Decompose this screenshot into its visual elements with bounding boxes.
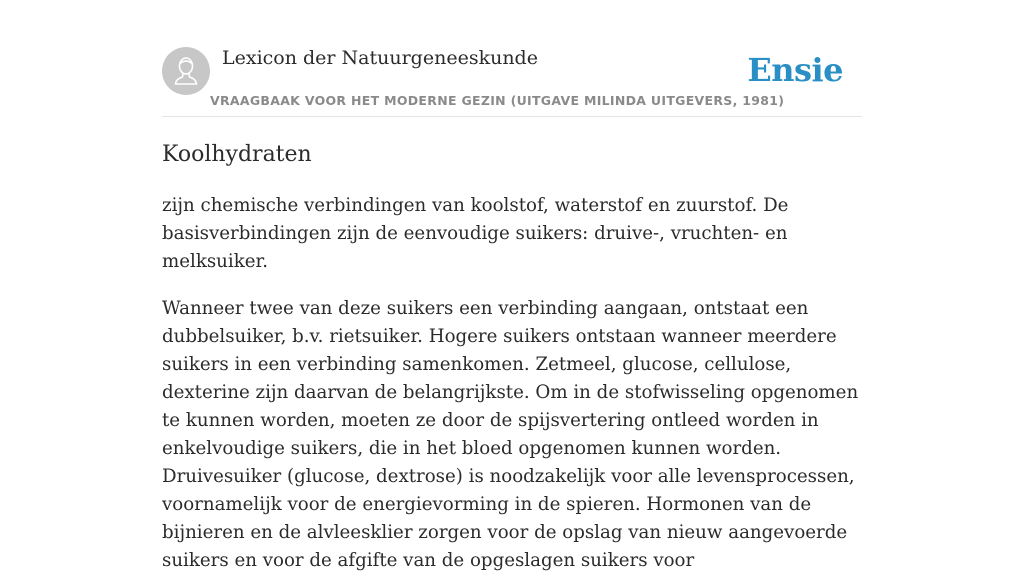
brand-logo[interactable]: Ensie <box>747 51 843 89</box>
avatar[interactable] <box>162 47 210 95</box>
article-paragraph: Wanneer twee van deze suikers een verbinding aangaan, ontstaat een dubbelsuiker, b.v. rietsuiker. Hogere suikers ontstaan wanneer meerdere suikers in een verbinding samenkomen. Zetmeel, glucose, cellulose, dexterine zijn daarvan de belangrijkste. Om in de stofwisseling opgenomen te kunnen worden, moeten ze door de spijsvertering ontleed worden in enkelvoudige suikers, die in het bloed opgenomen kunnen worden. Druivesuiker (glucose, dextrose) is noodzakelijk voor alle levensprocessen, voornamelijk voor de energievorming in de spieren. Hormonen van de bijnieren en de alvleesklier zorgen voor de opslag van nieuw aangevoerde suikers en voor de afgifte van de opgeslagen suikers voor <box>162 298 859 571</box>
article-title: Koolhydraten <box>162 142 312 167</box>
user-icon <box>162 47 210 95</box>
source-header <box>162 46 862 117</box>
article-paragraph: zijn chemische verbindingen van koolstof, waterstof en zuurstof. De basisverbindingen zijn de eenvoudige suikers: druive-, vruchten- en melksuiker. <box>162 195 789 272</box>
article <box>162 140 864 575</box>
source-subtitle: VRAAGBAAK VOOR HET MODERNE GEZIN (UITGAVE MILINDA UITGEVERS, 1981) <box>210 93 785 108</box>
source-title[interactable]: Lexicon der Natuurgeneeskunde <box>222 47 538 69</box>
